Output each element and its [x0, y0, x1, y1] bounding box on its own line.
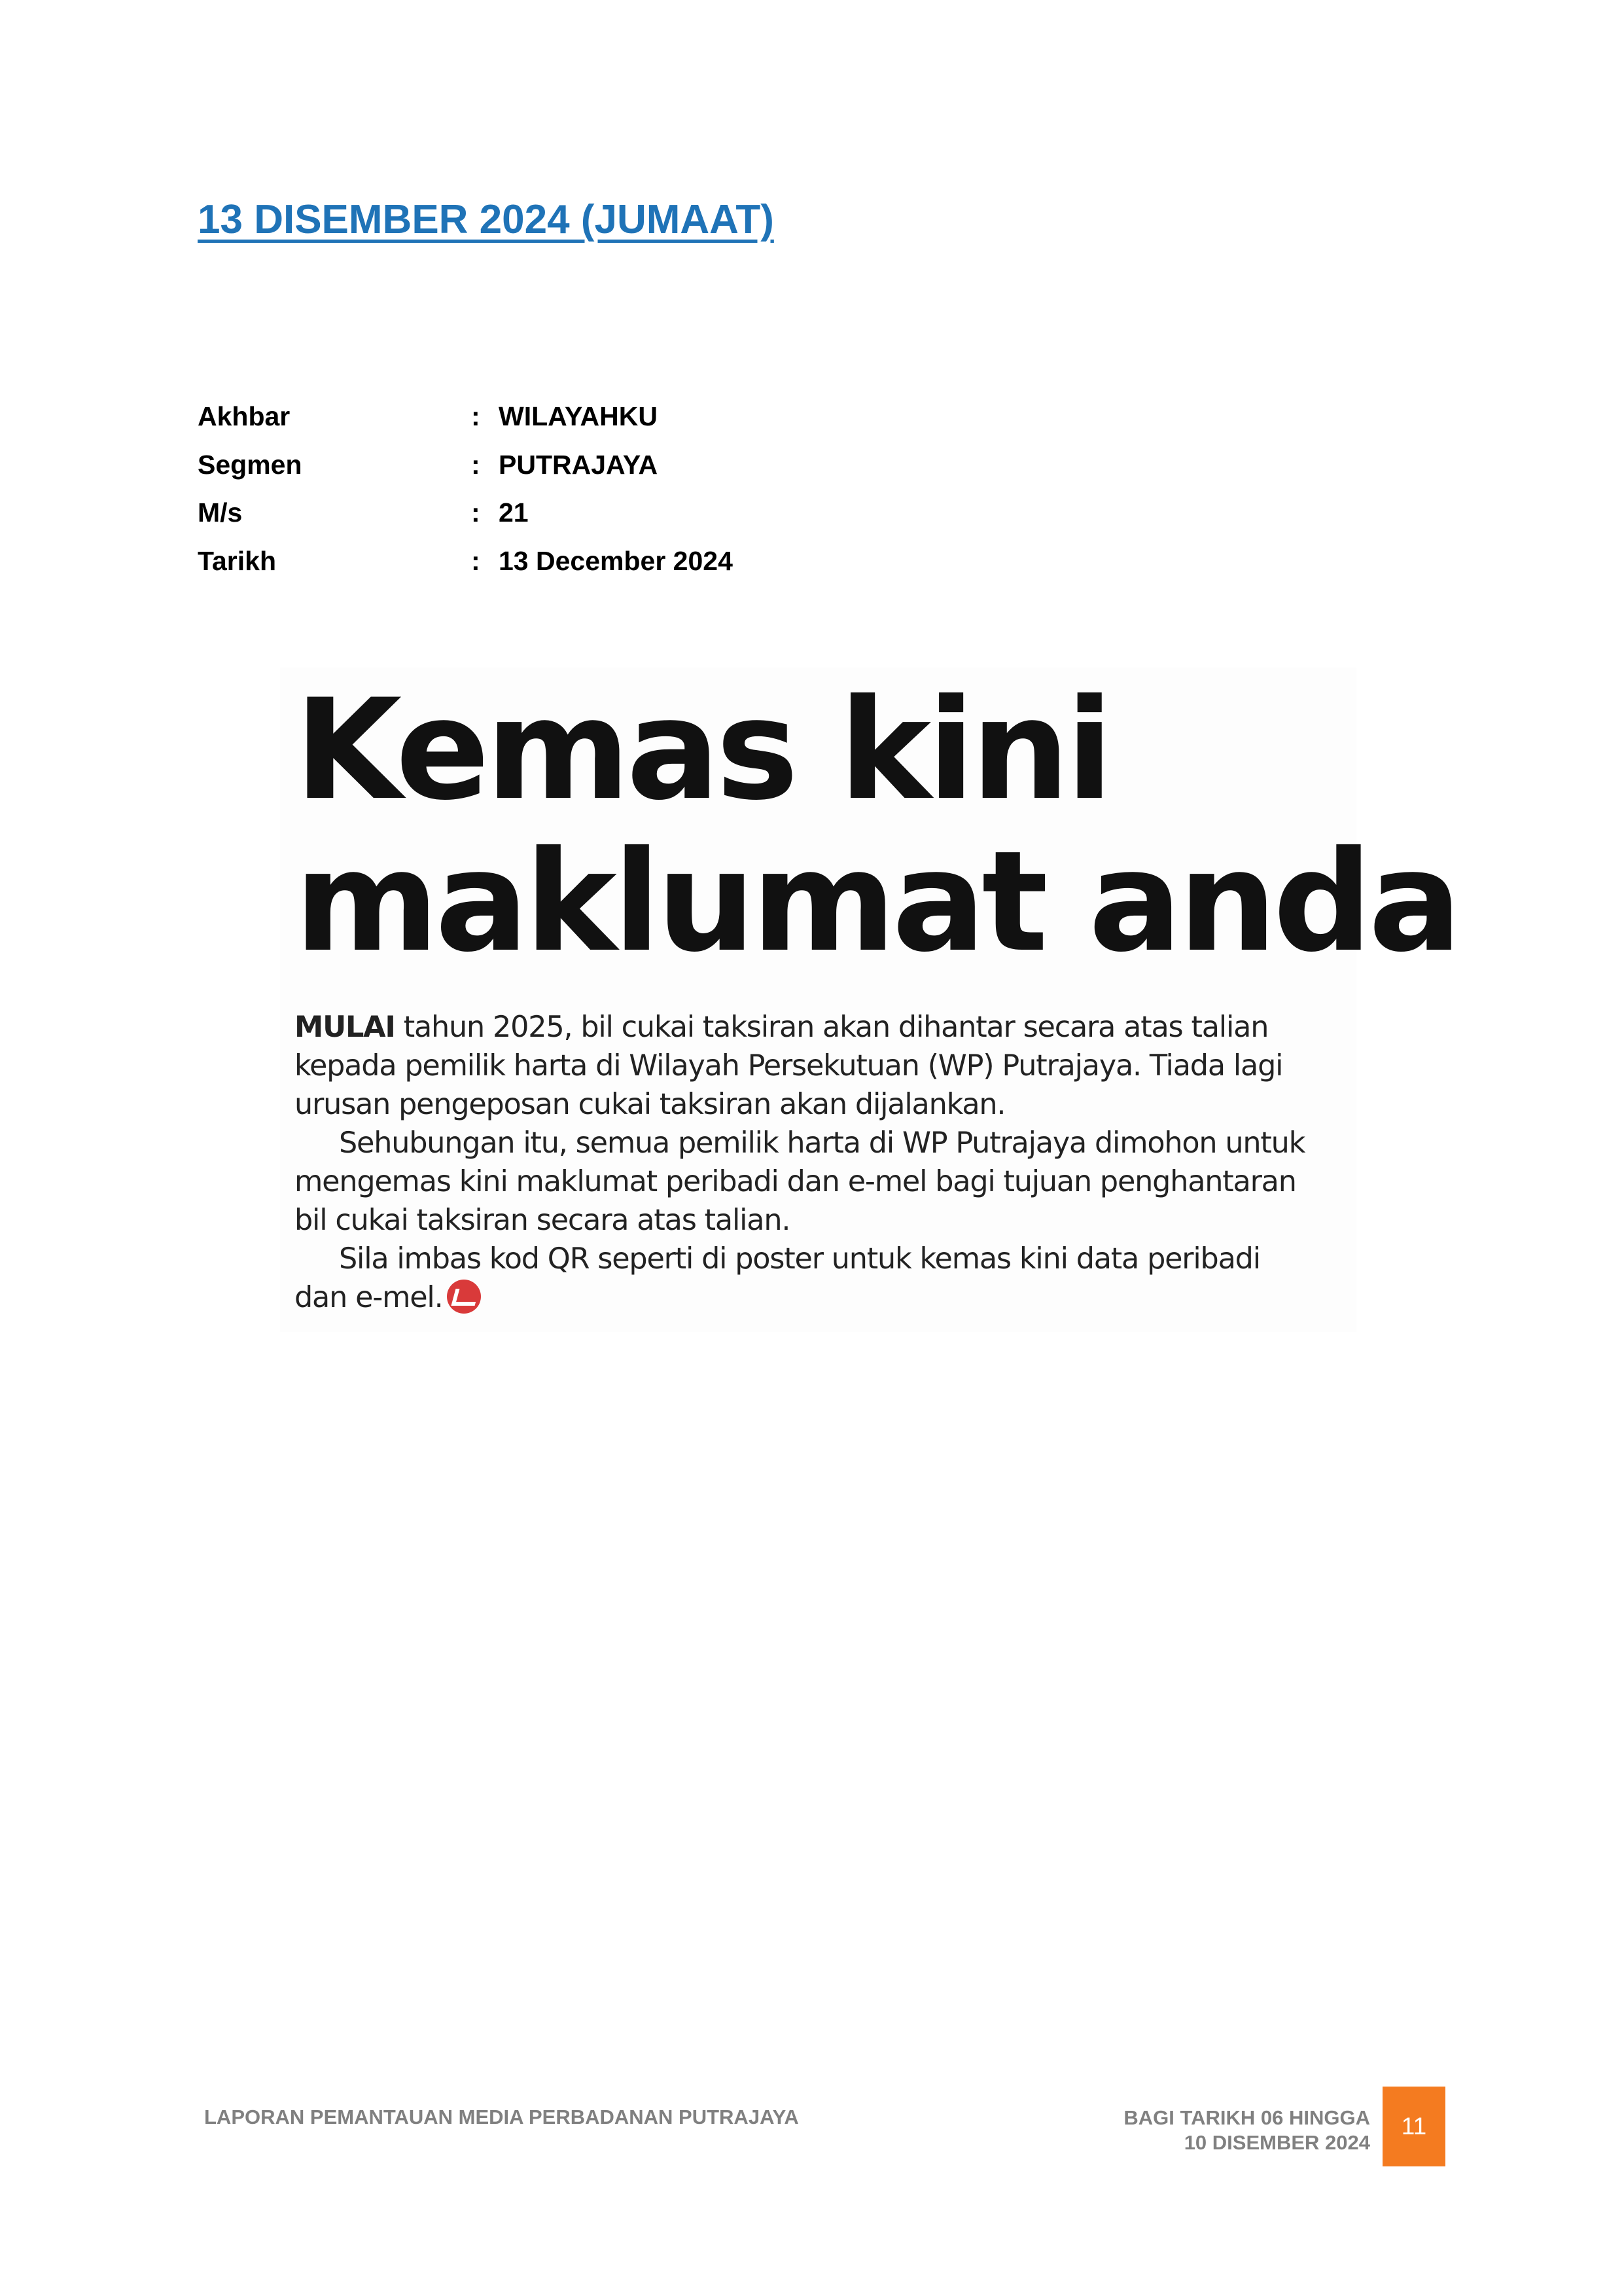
meta-colon: :: [471, 449, 480, 480]
footer-date-line: 10 DISEMBER 2024: [1184, 2131, 1370, 2154]
clipping-body: [294, 1008, 1354, 1317]
footer-date-range: [1123, 2106, 1370, 2155]
meta-value: 13 December 2024: [499, 545, 733, 576]
meta-label: Akhbar: [198, 401, 291, 432]
article-metadata: [198, 393, 733, 585]
meta-row-newspaper: [198, 393, 733, 441]
page-number-badge: 11: [1383, 2087, 1445, 2166]
meta-row-page: [198, 489, 733, 537]
body-line: [294, 1278, 1354, 1317]
meta-value: 21: [499, 497, 529, 528]
body-text: dan e-mel.: [294, 1281, 443, 1314]
body-line: kepada pemilik harta di Wilayah Persekutuan (WP) Putrajaya. Tiada lagi: [294, 1049, 1283, 1083]
meta-row-date: [198, 537, 733, 586]
meta-value: WILAYAHKU: [499, 401, 658, 432]
meta-label: M/s: [198, 497, 243, 528]
meta-colon: :: [471, 401, 480, 432]
lead-word: MULAI: [294, 1011, 395, 1044]
meta-label: Segmen: [198, 449, 302, 480]
meta-row-segment: [198, 441, 733, 490]
newspaper-clipping: [280, 668, 1458, 1332]
body-line: [294, 1008, 1354, 1047]
headline-line: maklumat anda: [294, 821, 1458, 982]
body-line: Sila imbas kod QR seperti di poster untuk kemas kini data peribadi: [339, 1242, 1260, 1276]
meta-label: Tarikh: [198, 545, 276, 576]
headline-line: Kemas kini: [294, 669, 1110, 831]
body-line: mengemas kini maklumat peribadi dan e-mel bagi tujuan penghantaran: [294, 1165, 1296, 1198]
meta-colon: :: [471, 545, 480, 576]
footer-date-line: BAGI TARIKH 06 HINGGA: [1123, 2106, 1370, 2129]
meta-value: PUTRAJAYA: [499, 449, 658, 480]
body-line: Sehubungan itu, semua pemilik harta di WP Putrajaya dimohon untuk: [339, 1126, 1305, 1160]
page-heading: 13 DISEMBER 2024 (JUMAAT): [198, 197, 774, 242]
publication-logo-icon: [447, 1280, 481, 1314]
body-text: tahun 2025, bil cukai taksiran akan dihantar secara atas talian: [395, 1011, 1269, 1044]
clipping-headline: [294, 669, 1458, 982]
body-line: bil cukai taksiran secara atas talian.: [294, 1204, 790, 1237]
footer-report-title: LAPORAN PEMANTAUAN MEDIA PERBADANAN PUTRAJAYA: [204, 2106, 799, 2128]
meta-colon: :: [471, 497, 480, 528]
body-line: urusan pengeposan cukai taksiran akan dijalankan.: [294, 1088, 1006, 1121]
